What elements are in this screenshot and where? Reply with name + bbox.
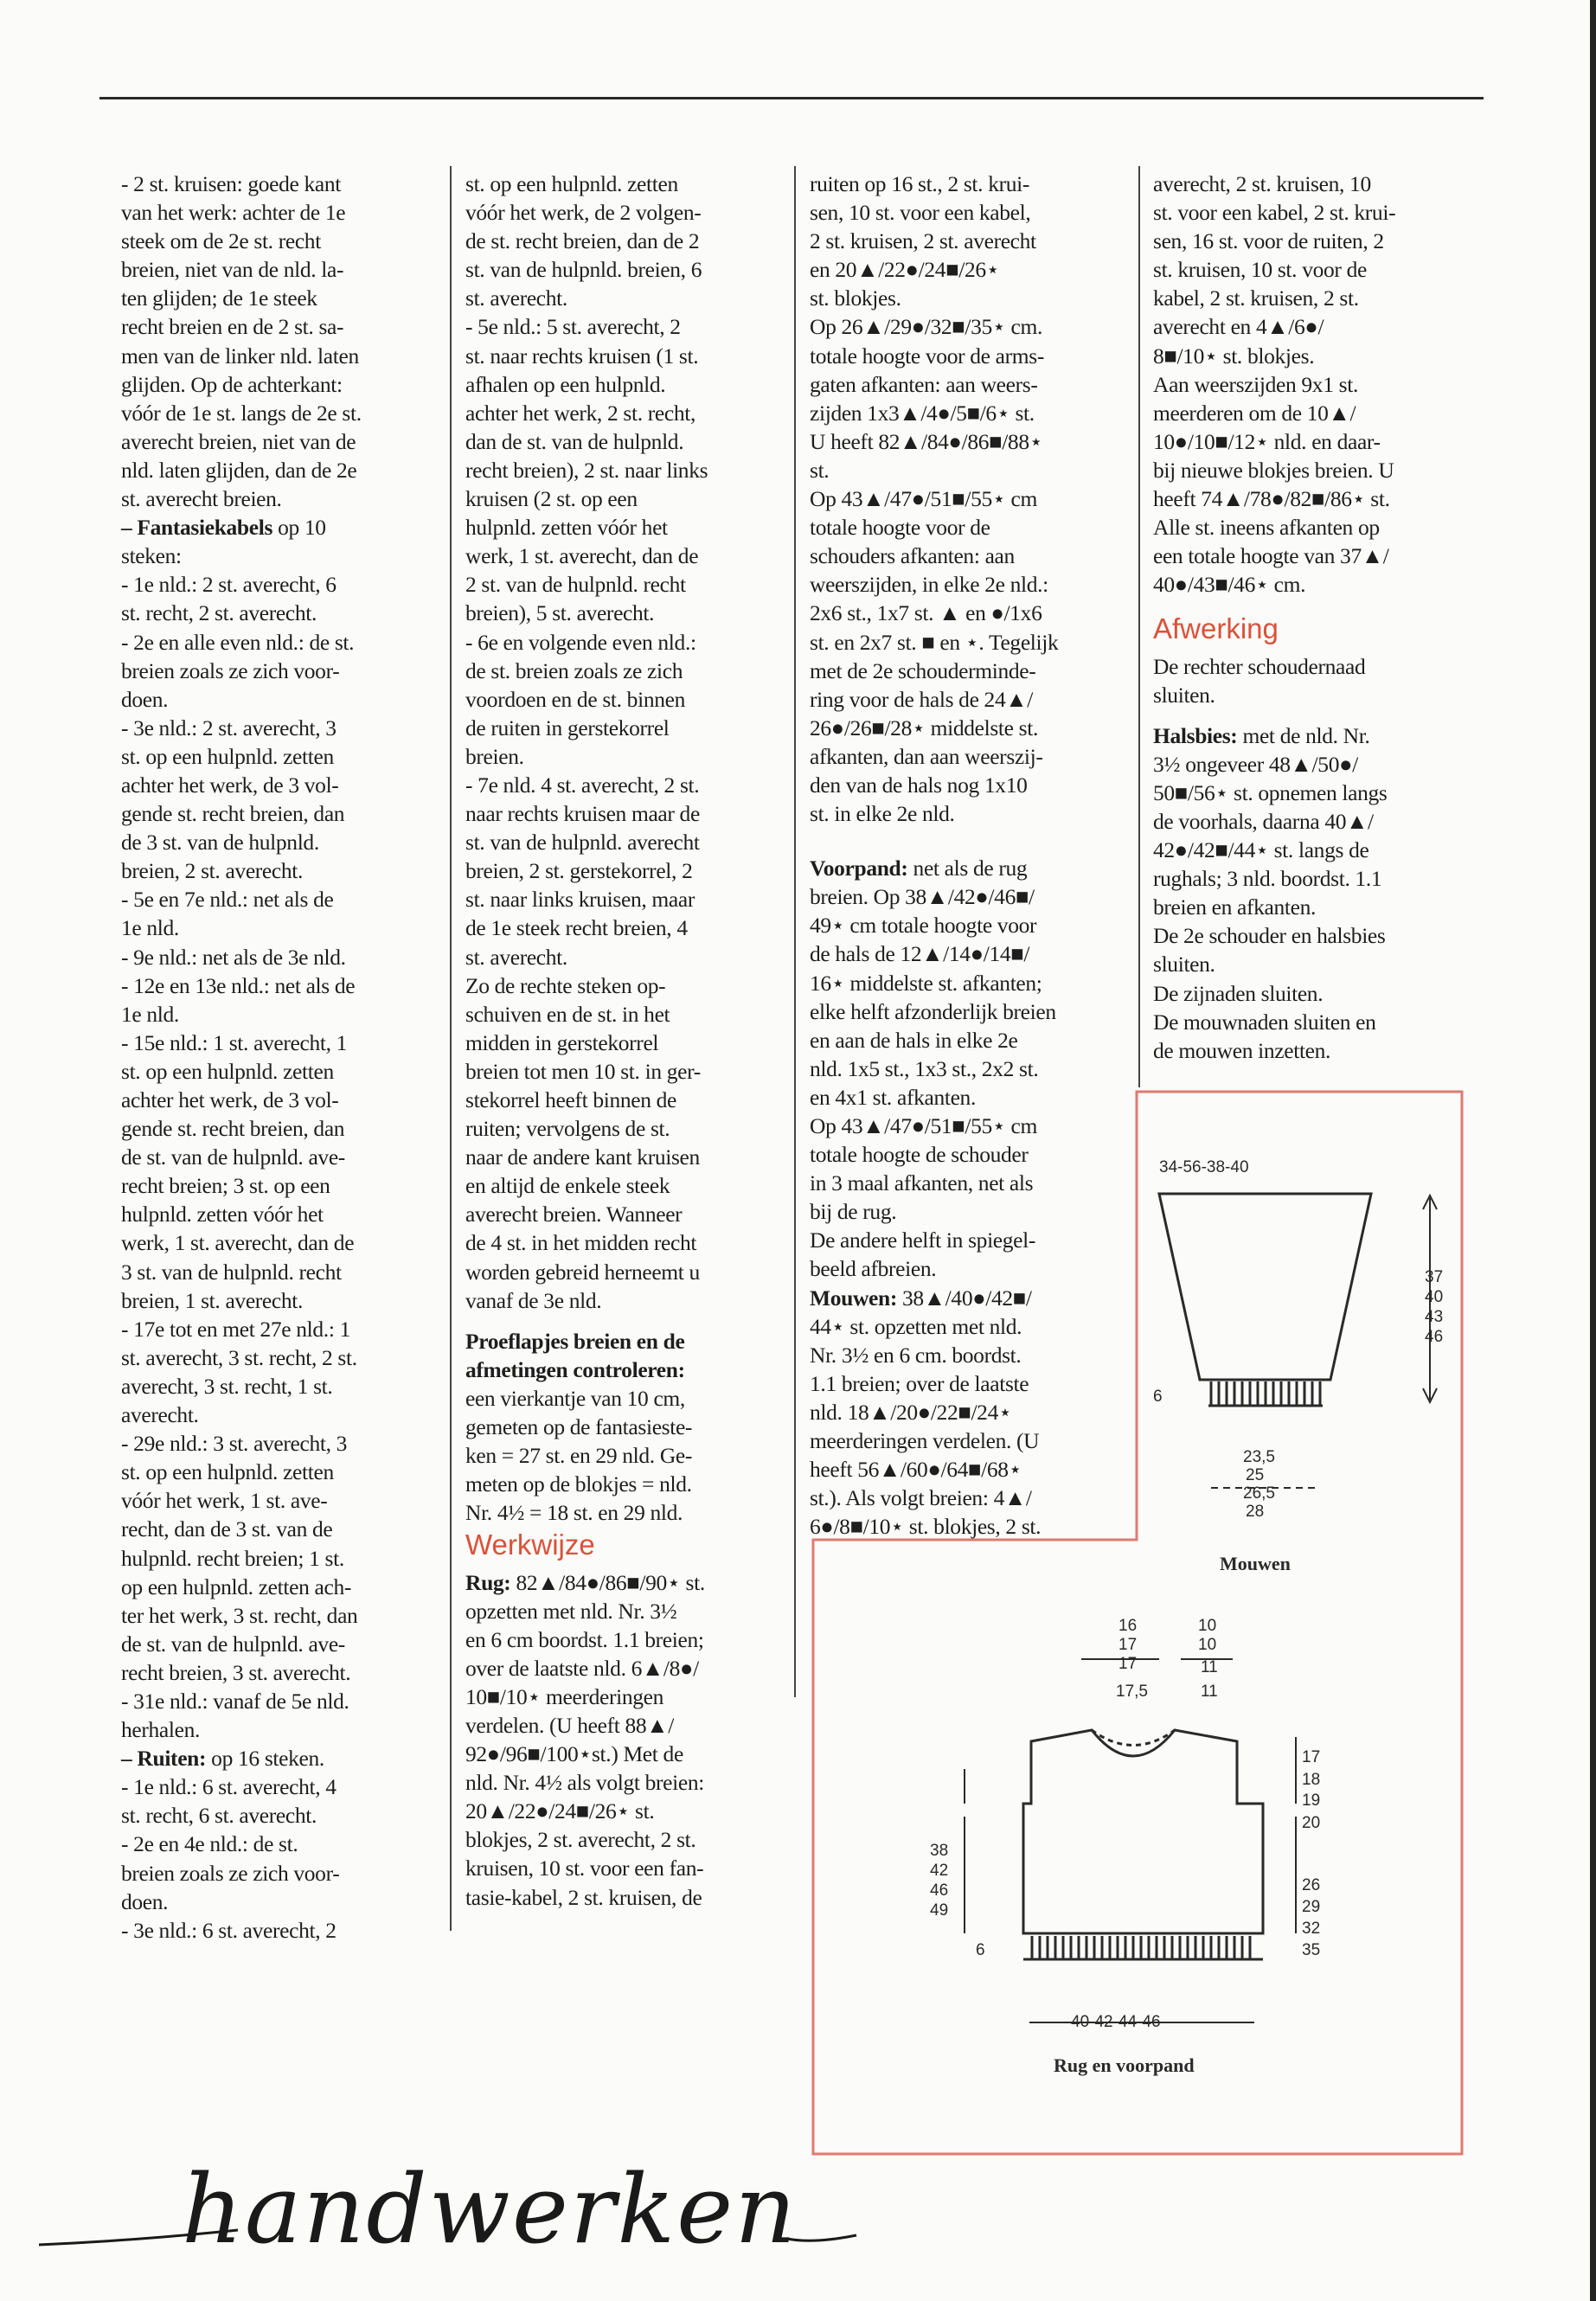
paragraph: averecht, 2 st. kruisen, 10 st. voor een kabel, 2 st. krui- sen, 16 st. voor de ruiten, 2 st. kruisen, 10 st. voor de kabel, 2 st. kruisen, 2 st. averecht en 4▲/6●/ 8■/10⋆ st. blokjes. Aan weerszijden 9x1 st. meerderen om de 10▲/ 10●/10■/12⋆ nld. en daar- bij nieuwe blokjes breien. U heeft 74▲/78●/82■/86⋆ st. Alle st. ineens afkanten op een totale hoogte van 37▲/ 40●/43■/46⋆ cm.	[1153, 171, 1396, 598]
side-4: 35	[1302, 1941, 1321, 1959]
side-3: 32	[1302, 1920, 1321, 1938]
sleeve-cuff-width-1: 23,5	[1243, 1448, 1275, 1466]
paragraph: st. op een hulpnld. zetten vóór het werk, de 2 volgen- de st. recht breien, dan de 2 st. van de hulpnld. breien, 6 st. averecht. - 5e nld.: 5 st. averecht, 2 st. naar rechts kruisen (1 st. afhalen op een hulpnld. achter het werk, 2 st. recht, dan de st. van de hulpnld. recht breien), 2 st. naar links kruisen (2 st. op een hulpnld. zetten vóór het werk, 1 st. averecht, dan de 2 st. van de hulpnld. recht breien), 5 st. averecht. - 6e en volgende even nld.: de st. breien zoals ze zich voordoen en de st. binnen de ruiten in gerstekorrel breien. - 7e nld. 4 st. averecht, 2 st. naar rechts kruisen maar de st. van de hulpnld. averecht breien, 2 st. gerstekorrel, 2 st. naar links kruisen, maar de 1e steek recht breien, 4 st. averecht. Zo de rechte steken op- schuiven en de st. in het midden in gerstekorrel breien tot men 10 st. in ger- stekorrel heeft binnen de ruiten; vervolgens de st. naar de andere kant kruisen en altijd de enkele steek averecht breien. Wanneer de 4 st. in het midden recht worden gebreid herneemt u vanaf de 3e nld.	[465, 171, 708, 1313]
side-2: 29	[1302, 1898, 1321, 1916]
heading-werkwijze: Werkwijze	[465, 1529, 595, 1561]
neck-4: 11	[1201, 1682, 1218, 1701]
neck-3: 11	[1201, 1658, 1218, 1676]
paragraph-voorpand: Voorpand: net als de rug breien. Op 38▲/42●/46■/ 49⋆ cm totale hoogte voor de hals de 12▲/14●/14■/ 16⋆ middelste st. afkanten; elke helft afzonderlijk breien en aan de hals in elke 2e nld. 1x5 st., 1x3 st., 2x2 st. en 4x1 st. afkanten. Op 43▲/47●/51■/55⋆ cm totale hoogte de schouder in 3 maal afkanten, net als bij de rug. De andere helft in spiegel- beeld afbreien.	[810, 856, 1056, 1282]
sleeve-height-3: 43	[1425, 1308, 1444, 1326]
paragraph-proeflapjes: Proeflapjes breien en de afmetingen controleren: een vierkantje van 10 cm, gemeten op de fantasieste- ken = 27 st. en 29 nld. Ge- meten op de blokjes = nld. Nr. 4½ = 18 st. en 29 nld.	[465, 1328, 693, 1526]
armhole-3: 19	[1302, 1791, 1321, 1810]
armhole-4: 20	[1302, 1814, 1321, 1832]
sleeve-cuff-ribbing	[1208, 1381, 1323, 1406]
body-diagram	[965, 1659, 1296, 2022]
shoulder-4: 17,5	[1116, 1682, 1148, 1701]
paragraph-rug: Rug: 82▲/84●/86■/90⋆ st. opzetten met nld. Nr. 3½ en 6 cm boordst. 1.1 breien; over de laatste nld. 6▲/8●/ 10■/10⋆ meerderingen verdelen. (U heeft 88▲/ 92●/96■/100⋆st.) Met de nld. Nr. 4½ als volgt breien: 20▲/22●/24■/26⋆ st. blokjes, 2 st. averecht, 2 st. kruisen, 10 st. voor een fan- tasie-kabel, 2 st. kruisen, de	[465, 1569, 705, 1910]
sleeve-height-2: 40	[1425, 1288, 1444, 1306]
neck-2: 10	[1198, 1636, 1217, 1654]
sleeve-cuff-width-4: 28	[1246, 1503, 1265, 1521]
front-neck-3: 46	[930, 1881, 949, 1900]
sleeve-cuff-height: 6	[1153, 1388, 1163, 1406]
heading-afwerking: Afwerking	[1153, 612, 1279, 645]
body-caption: Rug en voorpand	[1054, 2054, 1195, 2076]
paragraph-fantasiekabels: – Fantasiekabels op 10 steken: - 1e nld.: 2 st. averecht, 6 st. recht, 2 st. averecht. - 2e en alle even nld.: de st. breien zoals ze zich voor- doen. - 3e nld.: 2 st. averecht, 3 st. op een hulpnld. zetten achter het werk, de 3 vol- gende st. recht breien, dan de 3 st. van de hulpnld. breien, 2 st. averecht. - 5e en 7e nld.: net als de 1e nld. - 9e nld.: net als de 3e nld. - 12e en 13e nld.: net als de 1e nld. - 15e nld.: 1 st. averecht, 1 st. op een hulpnld. zetten achter het werk, de 3 vol- gende st. recht breien, dan de st. van de hulpnld. ave- recht breien; 3 st. op een hulpnld. zetten vóór het werk, 1 st. averecht, dan de 3 st. van de hulpnld. recht breien, 1 st. averecht. - 17e tot en met 27e nld.: 1 st. averecht, 3 st. recht, 2 st. averecht, 3 st. recht, 1 st. averecht. - 29e nld.: 3 st. averecht, 3 st. op een hulpnld. zetten vóór het werk, 1 st. ave- recht, dan de 3 st. van de hulpnld. recht breien; 1 st. op een hulpnld. zetten ach- ter het werk, 3 st. recht, dan de st. van de hulpnld. ave- recht breien, 3 st. averecht. - 31e nld.: vanaf de 5e nld. herhalen.	[121, 515, 358, 1743]
armhole-2: 18	[1302, 1771, 1321, 1789]
paragraph-mouwen: Mouwen: 38▲/40●/42■/ 44⋆ st. opzetten met nld. Nr. 3½ en 6 cm. boordst. 1.1 breien; over de laatste nld. 18▲/20●/22■/24⋆ meerderingen verdelen. (U heeft 56▲/60●/64■/68⋆ st.). Als volgt breien: 4▲/ 6●/8■/10⋆ st. blokjes, 2 st.	[810, 1285, 1042, 1540]
paragraph-halsbies: Halsbies: met de nld. Nr. 3½ ongeveer 48▲/50●/ 50■/56⋆ st. opnemen langs de voorhals, daarna 40▲/ 42●/42■/44⋆ st. langs de rughals; 3 nld. boordst. 1.1 breien en afkanten. De 2e schouder en halsbies sluiten. De zijnaden sluiten. De mouwnaden sluiten en de mouwen inzetten.	[1153, 722, 1388, 1063]
armhole-1: 17	[1302, 1748, 1321, 1766]
shoulder-1: 16	[1118, 1617, 1138, 1635]
rib-height: 6	[976, 1941, 985, 1959]
body-ribbing	[1023, 1936, 1263, 1959]
paragraph-ruiten: – Ruiten: op 16 steken. - 1e nld.: 6 st. averecht, 4 st. recht, 6 st. averecht. - 2e en 4e nld.: de st. breien zoals ze zich voor- doen. - 3e nld.: 6 st. averecht, 2	[121, 1746, 340, 1943]
sleeve-diagram	[1159, 1194, 1437, 1488]
front-neck-1: 38	[930, 1842, 949, 1860]
front-neck-2: 42	[930, 1862, 949, 1880]
body-width: 40-42-44-46	[1071, 2013, 1161, 2031]
shoulder-2: 17	[1118, 1636, 1138, 1654]
sleeve-cuff-width-2: 25	[1246, 1466, 1265, 1484]
sleeve-cuff-width-3: 26,5	[1243, 1484, 1275, 1503]
handwerken-title: handwerken	[182, 2154, 798, 2265]
paragraph-schoudernaad: De rechter schoudernaad sluiten.	[1153, 653, 1366, 708]
sleeve-height-1: 37	[1425, 1268, 1444, 1286]
shoulder-3: 17	[1118, 1655, 1138, 1673]
paragraph: ruiten op 16 st., 2 st. krui- sen, 10 st. voor een kabel, 2 st. kruisen, 2 st. averecht en 20▲/22●/24■/26⋆ st. blokjes. Op 26▲/29●/32■/35⋆ cm. totale hoogte voor de arms- gaten afkanten: aan weers- zijden 1x3▲/4●/5■/6⋆ st. U heeft 82▲/84●/86■/88⋆ st. Op 43▲/47●/51■/55⋆ cm totale hoogte voor de schouders afkanten: aan weerszijden, in elke 2e nld.: 2x6 st., 1x7 st. ▲ en ●/1x6 st. en 2x7 st. ■ en ⋆. Tegelijk met de 2e schouderminde- ring voor de hals de 24▲/ 26●/26■/28⋆ middelste st. afkanten, dan aan weerszij- den van de hals nog 1x10 st. in elke 2e nld.	[810, 171, 1059, 827]
side-1: 26	[1302, 1876, 1321, 1894]
paragraph: - 2 st. kruisen: goede kant van het werk: achter de 1e steek om de 2e st. recht breien, niet van de nld. la- ten glijden; de 1e steek recht breien en de 2 st. sa- men van de linker nld. laten glijden. Op de achterkant: vóór de 1e st. langs de 2e st. averecht breien, niet van de nld. laten glijden, dan de 2e st. averecht breien.	[121, 171, 362, 512]
sleeve-top-width: 34-56-38-40	[1159, 1158, 1249, 1176]
neck-1: 10	[1198, 1617, 1217, 1635]
handwerken-logo	[35, 2137, 865, 2275]
sleeve-caption: Mouwen	[1220, 1553, 1291, 1574]
sleeve-height-4: 46	[1425, 1328, 1444, 1346]
front-neck-4: 49	[930, 1901, 949, 1920]
